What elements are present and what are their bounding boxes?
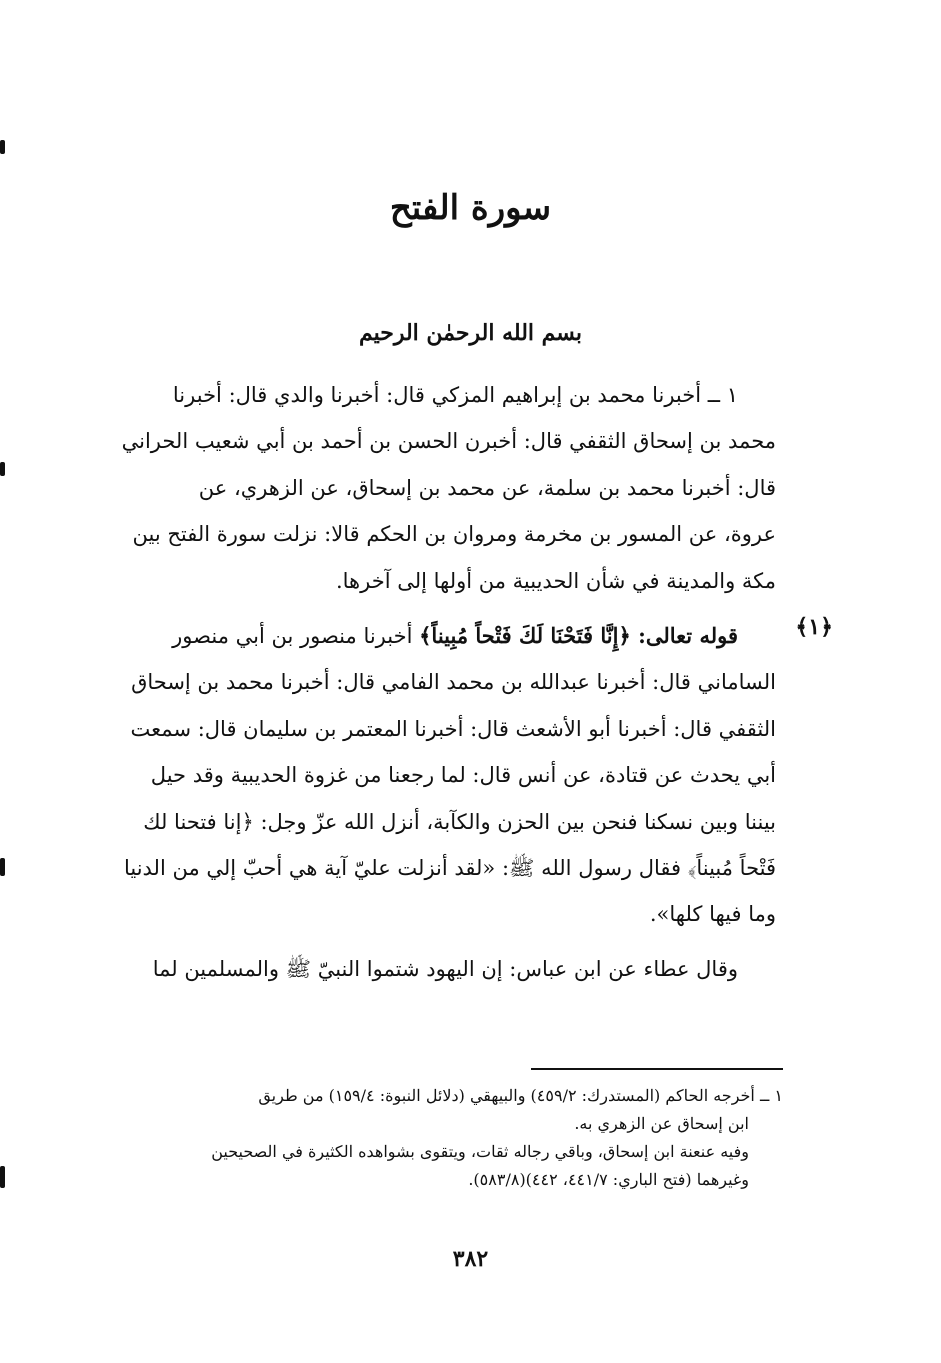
text-line: عروة، عن المسور بن مخرمة ومروان بن الحكم قالا: نزلت سورة الفتح بين [132, 522, 776, 547]
hadith-paragraph-1 [86, 372, 776, 604]
text-line: وقال عطاء عن ابن عباس: إن اليهود شتموا النبيّ ﷺ والمسلمين لما [152, 957, 738, 981]
text-line: ١ ــ أخبرنا محمد بن إبراهيم المزكي قال: أخبرنا والدي قال: أخبرنا [172, 383, 738, 407]
footnote-separator [531, 1068, 783, 1070]
text-line: أبي يحدث عن قتادة، عن أنس قال: لما رجعنا من غزوة الحديبية وقد حيل [150, 763, 776, 788]
verse-commentary-paragraph [86, 613, 776, 938]
footnote-line: ابن إسحاق عن الزهري به. [574, 1114, 749, 1133]
scan-edge-mark [0, 462, 5, 476]
text-line: بيننا وبين نسكنا فنحن بين الحزن والكآبة، أنزل الله عزّ وجل: ﴿إنا فتحنا لك [143, 809, 776, 834]
basmala-heading: بسم الله الرحمٰن الرحيم [358, 320, 583, 346]
text-line: وما فيها كلها». [649, 902, 776, 927]
page-number: ٣٨٢ [452, 1246, 489, 1272]
scan-edge-mark [0, 140, 5, 154]
narration-paragraph [86, 946, 776, 992]
scan-edge-mark [0, 858, 5, 876]
text-line: الثقفي قال: أخبرنا أبو الأشعث قال: أخبرنا المعتمر بن سليمان قال: سمعت [130, 716, 776, 741]
text-line [86, 613, 776, 659]
text-line: قال: أخبرنا محمد بن سلمة، عن محمد بن إسحاق، عن الزهري، عن [198, 475, 776, 500]
text-line: فَتْحاً مُبيناً﴾ فقال رسول الله ﷺ: «لقد أنزلت عليّ آية هي أحبّ إلي من الدنيا [123, 855, 776, 880]
verse-quote-lead: قوله تعالى: ﴿إِنَّا فَتَحْنَا لَكَ فَتْحاً مُبِيناً﴾ [419, 623, 738, 648]
footnotes [93, 1082, 783, 1194]
surah-title: سورة الفتح [389, 188, 552, 228]
footnote-line: ١ ــ أخرجه الحاكم (المستدرك: ٤٥٩/٢) والبيهقي (دلائل النبوة: ١٥٩/٤) من طريق [258, 1086, 783, 1105]
text-line: محمد بن إسحاق الثقفي قال: أخبرن الحسن بن أحمد بن أبي شعيب الحراني [121, 429, 776, 454]
verse-number-marker: ﴿١﴾ [795, 614, 833, 640]
scan-edge-mark [0, 1166, 5, 1188]
text-run: أخبرنا منصور بن أبي منصور [172, 624, 420, 648]
text-line: مكة والمدينة في شأن الحديبية من أولها إلى آخرها. [335, 568, 776, 593]
footnote-line: وغيرهما (فتح الباري: ٤٤١/٧، ٤٤٢)(٥٨٣/٨). [468, 1170, 749, 1189]
footnote-line: وفيه عنعنة ابن إسحاق، وباقي رجاله ثقات، ويتقوى بشواهده الكثيرة في الصحيحين [211, 1142, 749, 1161]
text-line: الساماني قال: أخبرنا عبدالله بن محمد الفامي قال: أخبرنا محمد بن إسحاق [131, 670, 776, 695]
